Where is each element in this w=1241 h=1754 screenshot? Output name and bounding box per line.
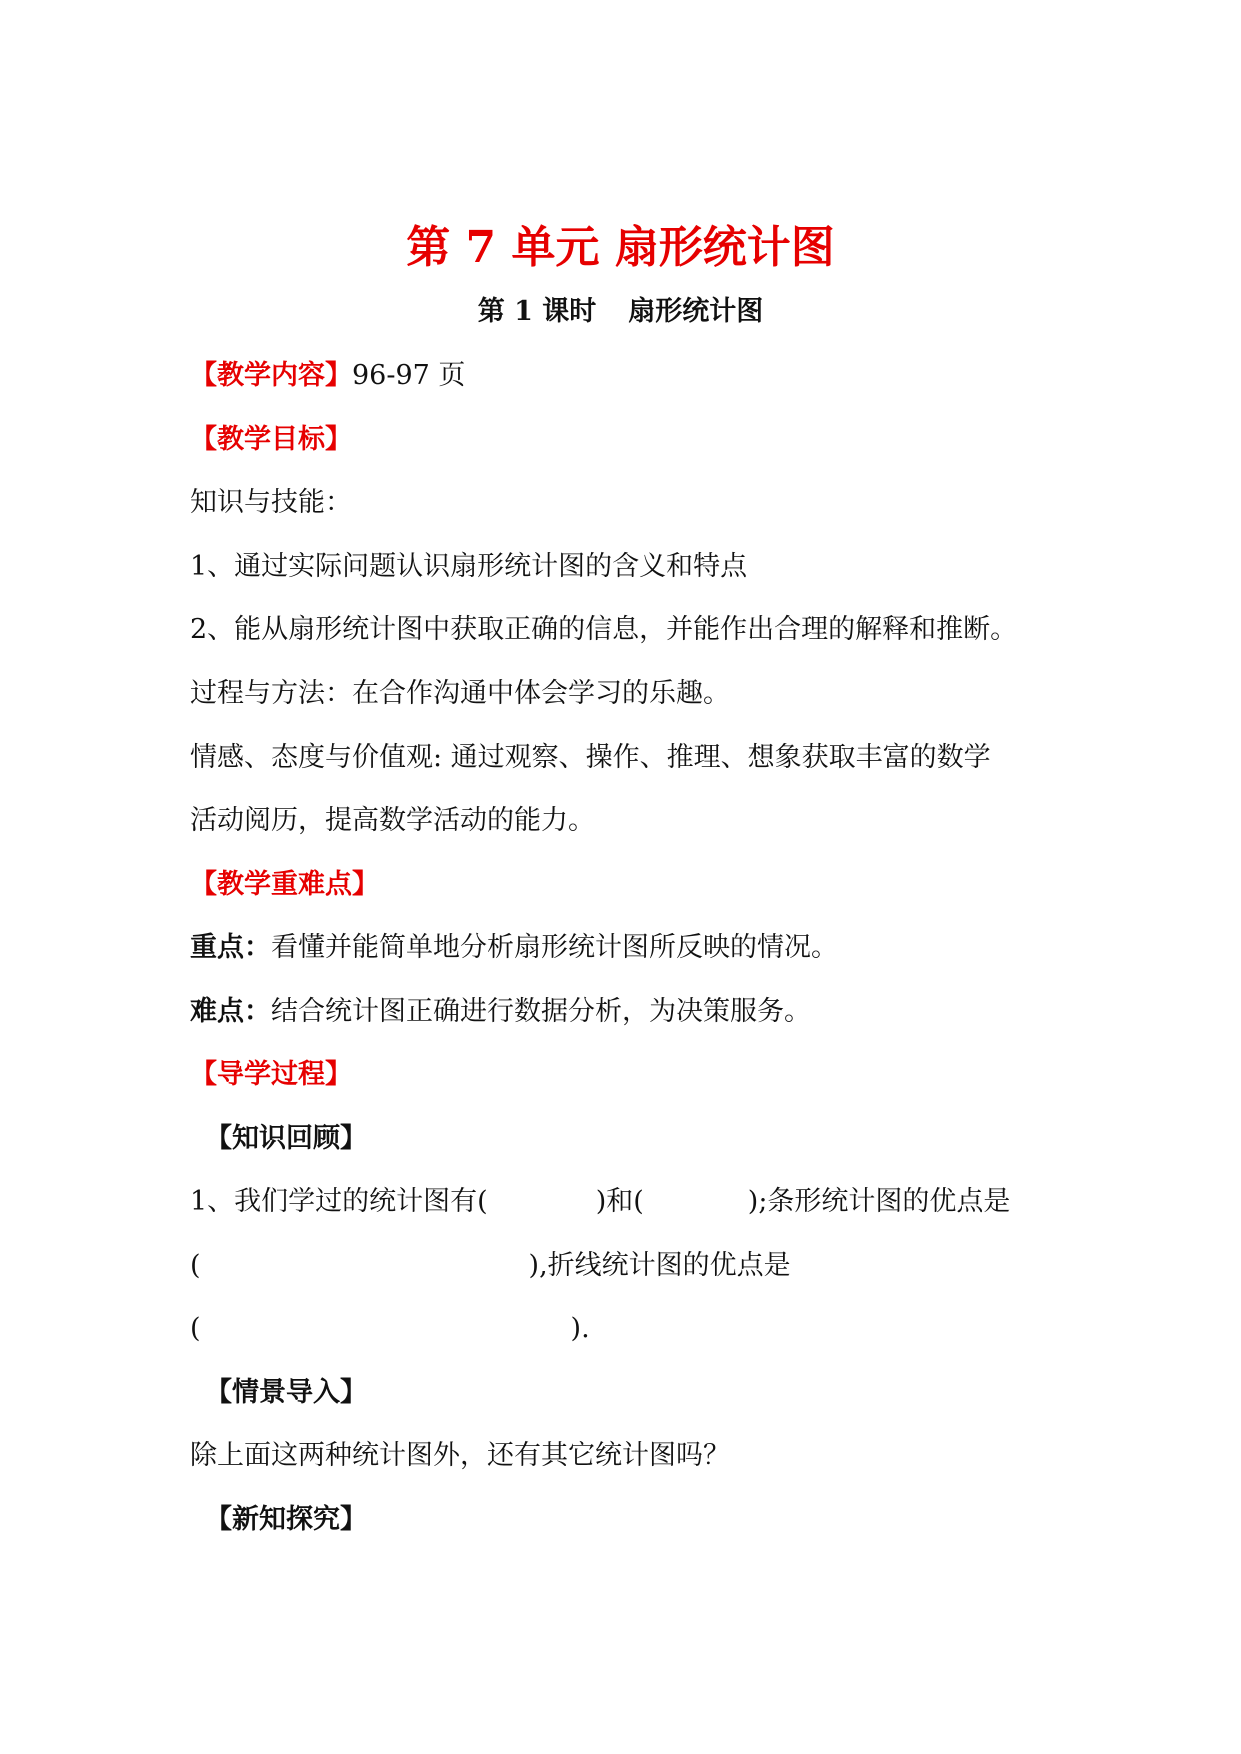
lesson-number: 第 1 课时 [477, 296, 597, 327]
review-q1-part-d: ( [190, 1250, 201, 1281]
teaching-content-pages: 96-97 页 [352, 360, 466, 391]
emotion-line-1: 情感、态度与价值观: 通过观察、操作、推理、想象获取丰富的数学 [190, 742, 991, 773]
review-heading: 【知识回顾】 [205, 1123, 367, 1154]
scene-text: 除上面这两种统计图外，还有其它统计图吗？ [190, 1440, 730, 1471]
guided-process-heading: 【导学过程】 [190, 1059, 352, 1090]
review-question-line-1 [190, 1182, 1010, 1222]
key-points-heading: 【教学重难点】 [190, 869, 379, 900]
difficulty-text: 结合统计图正确进行数据分析，为决策服务。 [271, 996, 811, 1027]
objectives-heading: 【教学目标】 [190, 424, 352, 455]
knowledge-skills-label: 知识与技能： [190, 487, 352, 518]
review-q1-part-g: ). [570, 1313, 590, 1344]
teaching-content-line [190, 356, 465, 396]
review-q1-part-f: ( [190, 1313, 201, 1344]
lesson-subtitle [0, 292, 1241, 332]
process-method-line: 过程与方法：在合作沟通中体会学习的乐趣。 [190, 678, 730, 709]
review-question-line-2 [190, 1246, 791, 1286]
review-q1-part-a: 1、我们学过的统计图有( [190, 1186, 488, 1217]
review-question-line-3 [190, 1309, 590, 1349]
lesson-topic: 扇形统计图 [628, 296, 764, 327]
explore-heading: 【新知探究】 [205, 1504, 367, 1535]
focus-label: 重点： [190, 932, 271, 963]
scene-heading: 【情景导入】 [205, 1377, 367, 1408]
objective-item-1: 1、通过实际问题认识扇形统计图的含义和特点 [190, 551, 748, 582]
unit-title: 第 7 单元 扇形统计图 [406, 222, 835, 273]
teaching-content-label: 【教学内容】 [190, 360, 352, 391]
review-q1-part-c: );条形统计图的优点是 [747, 1186, 1011, 1217]
emotion-line-2: 活动阅历，提高数学活动的能力。 [190, 805, 595, 836]
review-q1-part-e: ),折线统计图的优点是 [528, 1250, 791, 1281]
difficulty-line [190, 992, 811, 1032]
focus-line [190, 928, 838, 968]
review-q1-part-b: )和( [595, 1186, 644, 1217]
objective-item-2: 2、能从扇形统计图中获取正确的信息，并能作出合理的解释和推断。 [190, 614, 1018, 645]
focus-text: 看懂并能简单地分析扇形统计图所反映的情况。 [271, 932, 838, 963]
difficulty-label: 难点： [190, 996, 271, 1027]
